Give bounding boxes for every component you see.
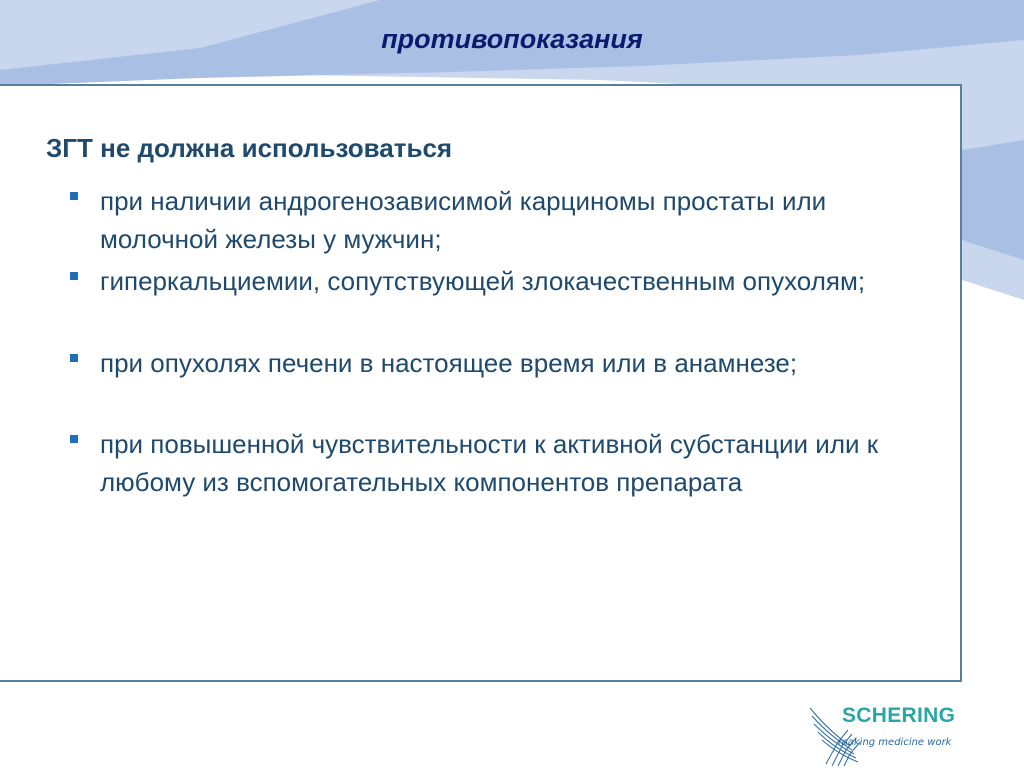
bullet-square-icon	[70, 272, 78, 280]
content-heading: ЗГТ не должна использоваться	[46, 133, 453, 163]
bullet-square-icon	[70, 435, 78, 443]
logo-wordmark: SCHERING	[842, 704, 956, 727]
slide-title: противопоказания	[381, 24, 643, 54]
bullet-square-icon	[70, 192, 78, 200]
bullet-text: при опухолях печени в настоящее время или в анамнезе;	[100, 348, 798, 378]
bullet-text: гиперкальциемии, сопутствующей злокачественным опухолям;	[100, 266, 866, 296]
bullet-square-icon	[70, 354, 78, 362]
bullet-text: при повышенной чувствительности к активной субстанции или к любому из вспомогательных компонентов препарата	[100, 429, 879, 497]
schering-logo	[808, 702, 1008, 768]
bullet-text: при наличии андрогенозависимой карциномы простаты или молочной железы у мужчин;	[100, 186, 827, 254]
logo-tagline: making medicine work	[838, 737, 952, 748]
